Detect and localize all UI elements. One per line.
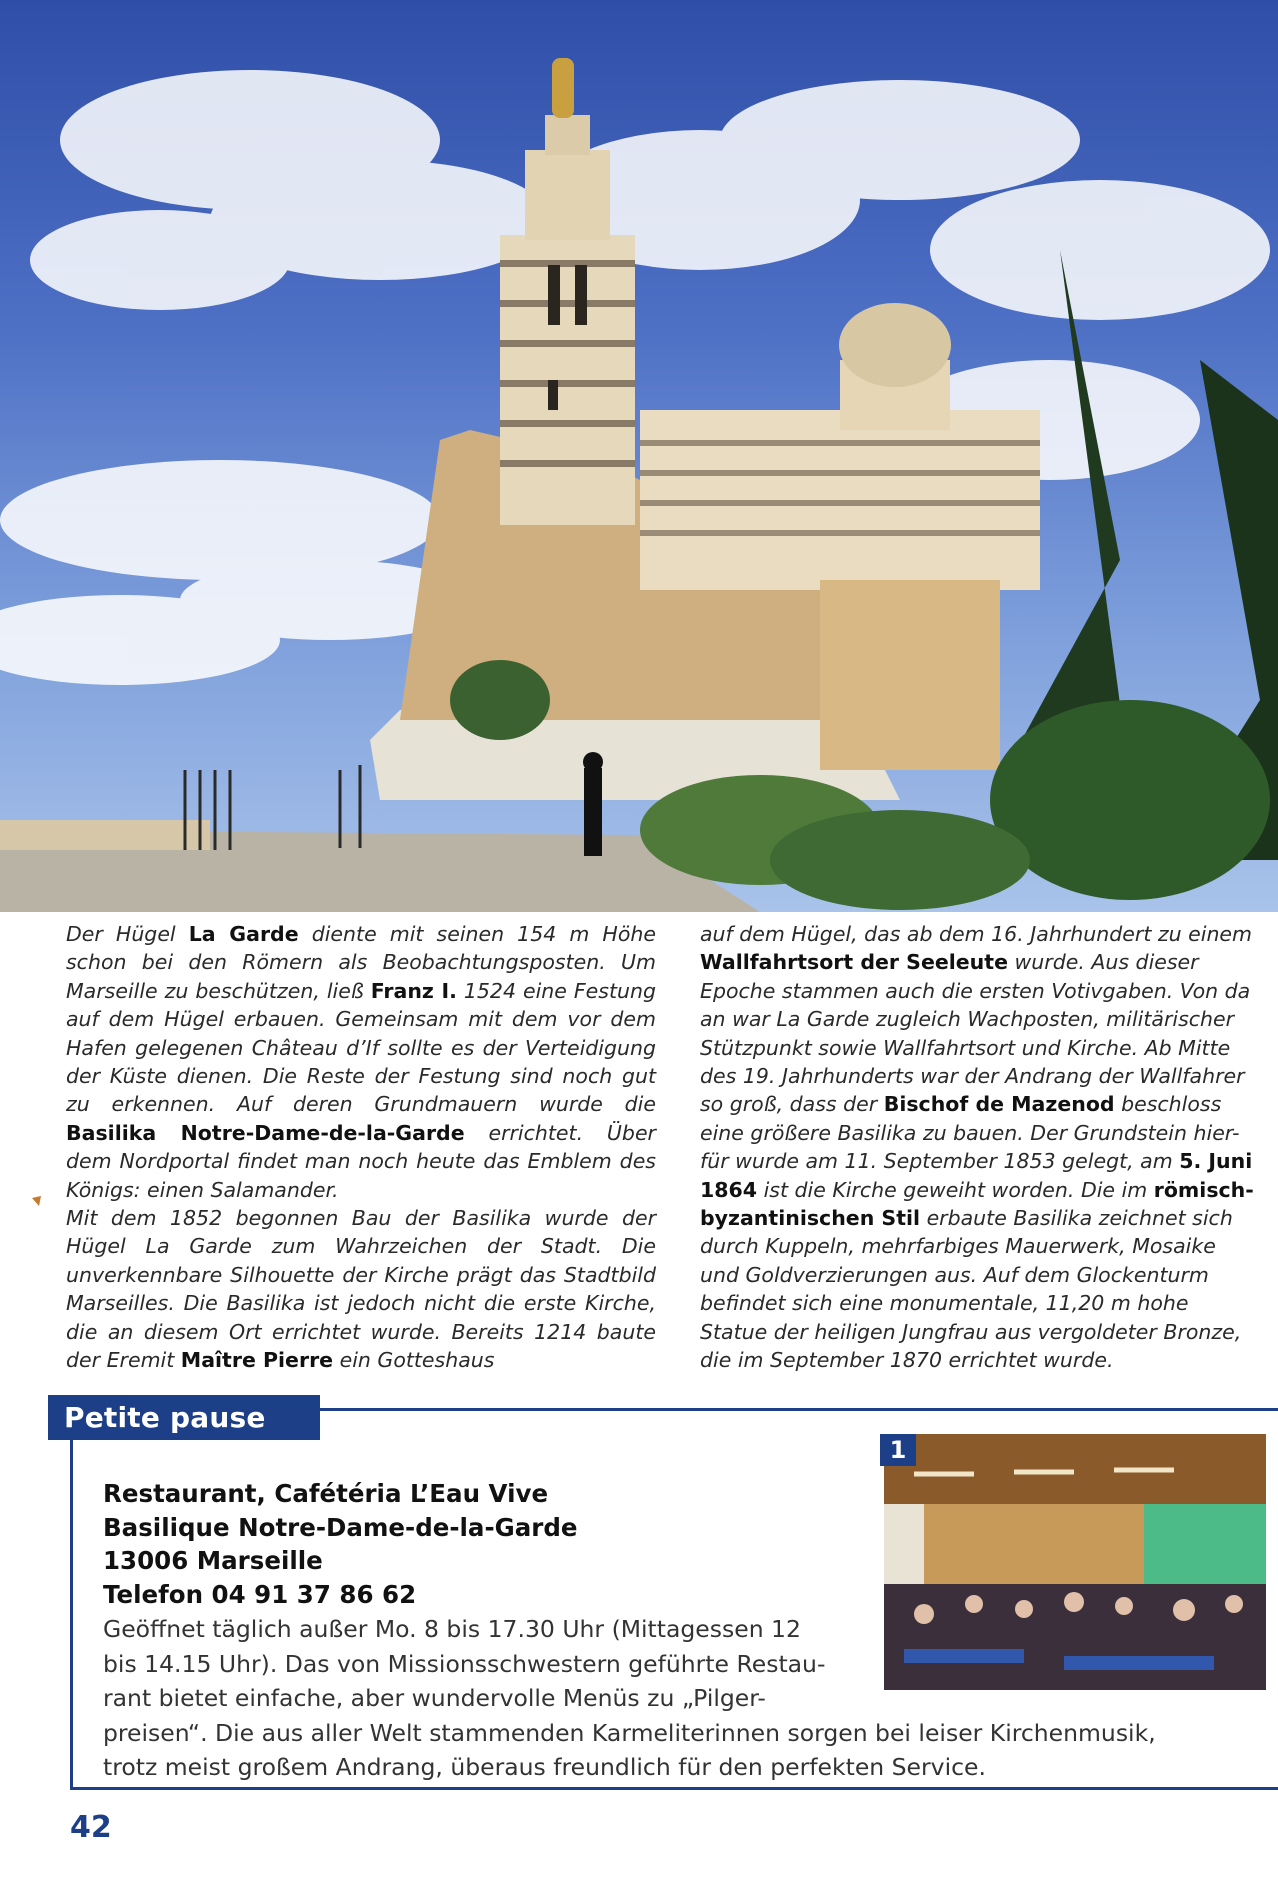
description-line: Geöffnet täglich außer Mo. 8 bis 17.30 Uhr (Mittagessen 12 [103,1615,801,1643]
article-line: die im September 1870 errichtet wurde. [700,1348,1114,1373]
article-line: an war La Garde zugleich Wachposten, militärischer [700,1007,1235,1032]
article-line: Epoche stammen auch die ersten Votivgaben. Von da [700,978,1251,1003]
restaurant-photo [884,1434,1266,1690]
restaurant-city: 13006 Marseille [103,1546,323,1575]
bold-term: La Garde [188,922,299,946]
article-line: und Goldverzierungen aus. Auf dem Glockenturm [700,1262,1209,1287]
article-line: byzantinischen Stil erbaute Basilika zeichnet sich [700,1206,1233,1231]
photo-number-badge: 1 [880,1434,916,1466]
restaurant-interior-illustration [884,1434,1266,1690]
bold-term: 5. Juni [1179,1149,1253,1174]
article-line: so groß, dass der Bischof de Mazenod beschloss [700,1092,1222,1117]
restaurant-address-block [103,1477,578,1611]
article-paragraph: Mit dem 1852 begonnen Bau der Basilika wurde der Hügel La Garde zum Wahrzeichen der Stadt. Die unverkennbare Silhouette der Kirche prägt das Stadtbild Marseilles. Die Basilika ist jedoch nicht die erste Kirche, die an diesem Ort errichtet wurde. Bereits 1214 baute der Eremit Maître Pierre ein Gotteshaus [66,1206,656,1373]
bold-term: römisch- [1153,1177,1254,1202]
pause-header-rule [320,1408,1278,1411]
article-line: durch Kuppeln, mehrfarbiges Mauerwerk, Mosaike [700,1234,1216,1259]
article-left-column [66,920,656,1375]
hero-photo-basilica [0,0,1278,912]
bold-term: 1864 [700,1177,758,1202]
article-line: 1864 ist die Kirche geweiht worden. Die im römisch- [700,1177,1254,1202]
article-line: Stützpunkt sowie Wallfahrtsort und Kirche. Ab Mitte [700,1035,1231,1060]
restaurant-name: Restaurant, Cafétéria L’Eau Vive [103,1479,549,1508]
article-paragraph: Der Hügel La Garde diente mit seinen 154 m Höhe schon bei den Römern als Beobachtungsposten. Um Marseille zu beschützen, ließ Franz I. 1524 eine Festung auf dem Hügel erbauen. Gemeinsam mit dem vor dem Hafen gelegenen Château d’If sollte es der Verteidigung der Küste dienen. Die Reste der Festung sind noch gut zu erkennen. Auf deren Grundmauern wurde die Basilika Notre-Dame-de-la-Garde errichtet. Über dem Nordportal findet man noch heute das Emblem des Königs: einen Salamander. [66,922,656,1202]
article-line: des 19. Jahrhunderts war der Andrang der Wallfahrer [700,1064,1245,1089]
article-line: Statue der heiligen Jungfrau aus vergoldeter Bronze, [700,1319,1242,1344]
bold-term: Franz I. [370,978,457,1003]
article-line: Wallfahrtsort der Seeleute wurde. Aus dieser [700,950,1199,975]
article-line: eine größere Basilika zu bauen. Der Grundstein hier- [700,1120,1240,1145]
article-line: für wurde am 11. September 1853 gelegt, am 5. Juni [700,1149,1253,1174]
article-line: auf dem Hügel, das ab dem 16. Jahrhundert zu einem [700,922,1253,946]
description-line: rant bietet einfache, aber wundervolle Menüs zu „Pilger- [103,1684,766,1712]
article-right-column [700,920,1278,1375]
basilica-illustration [0,0,1278,912]
article-line: befindet sich eine monumentale, 11,20 m hohe [700,1291,1189,1316]
description-line: bis 14.15 Uhr). Das von Missionsschwestern geführte Restau- [103,1649,826,1678]
leaf-bullet-icon [30,1194,44,1208]
bold-term: Maître Pierre [180,1348,334,1373]
bold-term: Bischof de Mazenod [883,1092,1115,1117]
bold-term: Basilika Notre-Dame-de-la-Garde [66,1120,465,1145]
description-line: trotz meist großem Andrang, überaus freundlich für den perfekten Service. [103,1753,986,1781]
description-line: preisen“. Die aus aller Welt stammenden Karmeliterinnen sorgen bei leiser Kirchenmusik, [103,1718,1156,1747]
page-number: 42 [70,1810,112,1845]
bold-term: Wallfahrtsort der Seeleute [700,950,1008,975]
bold-term: byzantinischen Stil [700,1206,921,1231]
restaurant-phone: Telefon 04 91 37 86 62 [103,1579,417,1609]
pause-section-tab: Petite pause [48,1395,320,1440]
restaurant-location: Basilique Notre-Dame-de-la-Garde [103,1512,578,1542]
